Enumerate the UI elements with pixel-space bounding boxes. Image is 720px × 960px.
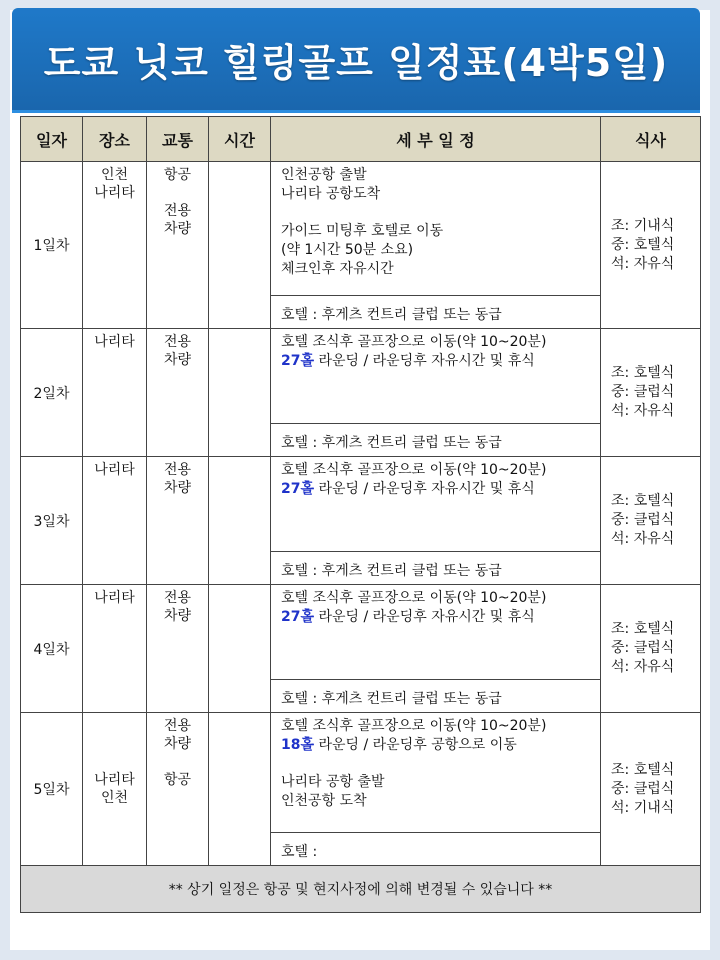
detail-text: 라운딩 / 라운딩후 자유시간 및 휴식 xyxy=(314,609,535,625)
meal-line: 중: 클럽식 xyxy=(611,384,675,400)
details-cell xyxy=(271,713,601,833)
meal-line: 석: 자유식 xyxy=(611,403,675,419)
table-row xyxy=(21,457,701,552)
page-title: 도쿄 닛코 힐링골프 일정표(4박5일) xyxy=(43,40,669,85)
detail-line: (약 1시간 50분 소요) xyxy=(281,242,414,258)
detail-line: 인천공항 출발 xyxy=(281,167,367,183)
meal-line: 조: 호텔식 xyxy=(611,365,675,381)
place-text: 나리타 xyxy=(94,185,135,201)
hotel-cell: 호텔 : xyxy=(271,833,601,866)
detail-line xyxy=(281,608,600,627)
details-cell xyxy=(271,585,601,680)
transport-text: 차량 xyxy=(163,608,192,624)
detail-line xyxy=(281,480,600,499)
transport-cell xyxy=(147,162,209,329)
transport-cell xyxy=(147,713,209,866)
details-cell xyxy=(271,329,601,424)
place-text: 나리타 xyxy=(94,772,135,788)
details-cell xyxy=(271,457,601,552)
header-row xyxy=(21,117,701,162)
detail-text: 라운딩 / 라운딩후 자유시간 및 휴식 xyxy=(314,353,535,369)
meal-line: 석: 자유식 xyxy=(611,531,675,547)
meals-cell xyxy=(601,329,701,457)
transport-text: 차량 xyxy=(163,352,192,368)
meal-line: 조: 기내식 xyxy=(611,217,675,234)
meal-line: 조: 호텔식 xyxy=(611,493,675,509)
transport-text: 차량 xyxy=(163,736,192,752)
header-transport: 교통 xyxy=(147,117,209,162)
detail-line: 호텔 조식후 골프장으로 이동(약 10~20분) xyxy=(281,334,547,350)
detail-line: 호텔 조식후 골프장으로 이동(약 10~20분) xyxy=(281,590,547,606)
detail-line: 나리타 공항도착 xyxy=(281,186,381,202)
transport-text: 전용 xyxy=(163,462,192,478)
transport-text: 전용 xyxy=(163,590,192,606)
time-cell xyxy=(209,457,271,585)
transport-text: 전용 xyxy=(163,203,192,219)
details-cell xyxy=(271,162,601,296)
place-text: 인천 xyxy=(100,167,129,183)
detail-line: 인천공항 도착 xyxy=(281,793,367,809)
day-label: 2일차 xyxy=(21,329,83,457)
meal-line: 중: 클럽식 xyxy=(611,512,675,528)
transport-text: 항공 xyxy=(163,772,192,788)
hotel-cell: 호텔 : 후게츠 컨트리 클럽 또는 동급 xyxy=(271,296,601,329)
table-row xyxy=(21,713,701,833)
meals-cell xyxy=(601,457,701,585)
transport-text: 항공 xyxy=(163,167,192,183)
transport-cell xyxy=(147,329,209,457)
detail-text: 라운딩 / 라운딩후 공항으로 이동 xyxy=(314,737,517,753)
meal-line: 중: 클럽식 xyxy=(611,640,675,656)
day-label: 4일차 xyxy=(21,585,83,713)
detail-line: 호텔 조식후 골프장으로 이동(약 10~20분) xyxy=(281,718,547,734)
header-day: 일자 xyxy=(21,117,83,162)
detail-line xyxy=(281,736,600,755)
detail-line: 체크인후 자유시간 xyxy=(281,261,394,277)
place-cell xyxy=(83,162,147,329)
place-text: 나리타 xyxy=(94,590,135,606)
holes-count: 27홀 xyxy=(281,609,315,625)
detail-line xyxy=(281,352,600,371)
meal-line: 석: 기내식 xyxy=(611,799,675,816)
transport-text: 전용 xyxy=(163,334,192,350)
place-cell xyxy=(83,457,147,585)
place-cell xyxy=(83,585,147,713)
note-row xyxy=(21,866,701,913)
day-label: 3일차 xyxy=(21,457,83,585)
detail-line: 가이드 미팅후 호텔로 이동 xyxy=(281,223,444,239)
meal-line: 중: 호텔식 xyxy=(611,236,675,253)
detail-line: 호텔 조식후 골프장으로 이동(약 10~20분) xyxy=(281,462,547,478)
holes-count: 27홀 xyxy=(281,353,315,369)
meal-line: 석: 자유식 xyxy=(611,255,675,272)
place-cell xyxy=(83,329,147,457)
header-meals: 식사 xyxy=(601,117,701,162)
time-cell xyxy=(209,713,271,866)
meal-line: 조: 호텔식 xyxy=(611,621,675,637)
transport-cell xyxy=(147,457,209,585)
meals-cell xyxy=(601,162,701,329)
hotel-cell: 호텔 : 후게츠 컨트리 클럽 또는 동급 xyxy=(271,552,601,585)
footnote: ** 상기 일정은 항공 및 현지사정에 의해 변경될 수 있습니다 ** xyxy=(21,866,701,913)
meals-cell xyxy=(601,713,701,866)
time-cell xyxy=(209,162,271,329)
place-cell xyxy=(83,713,147,866)
meal-line: 조: 호텔식 xyxy=(611,761,675,778)
day-label: 1일차 xyxy=(21,162,83,329)
header-time: 시간 xyxy=(209,117,271,162)
detail-line: 나리타 공항 출발 xyxy=(281,774,385,790)
hotel-cell: 호텔 : 후게츠 컨트리 클럽 또는 동급 xyxy=(271,424,601,457)
table-row xyxy=(21,329,701,424)
holes-count: 18홀 xyxy=(281,737,315,753)
place-text: 나리타 xyxy=(94,462,135,478)
place-text: 인천 xyxy=(100,790,129,806)
schedule-table xyxy=(20,116,701,913)
meal-line: 석: 자유식 xyxy=(611,659,675,675)
detail-text: 라운딩 / 라운딩후 자유시간 및 휴식 xyxy=(314,481,535,497)
table-row xyxy=(21,585,701,680)
day-label: 5일차 xyxy=(21,713,83,866)
table-row xyxy=(21,162,701,296)
place-text: 나리타 xyxy=(94,334,135,350)
title-banner xyxy=(12,8,700,113)
hotel-cell: 호텔 : 후게츠 컨트리 클럽 또는 동급 xyxy=(271,680,601,713)
header-details: 세 부 일 정 xyxy=(271,117,601,162)
transport-text: 차량 xyxy=(163,480,192,496)
meal-line: 중: 클럽식 xyxy=(611,780,675,797)
header-place: 장소 xyxy=(83,117,147,162)
transport-cell xyxy=(147,585,209,713)
transport-text: 전용 xyxy=(163,718,192,734)
meals-cell xyxy=(601,585,701,713)
time-cell xyxy=(209,329,271,457)
time-cell xyxy=(209,585,271,713)
holes-count: 27홀 xyxy=(281,481,315,497)
transport-text: 차량 xyxy=(163,221,192,237)
